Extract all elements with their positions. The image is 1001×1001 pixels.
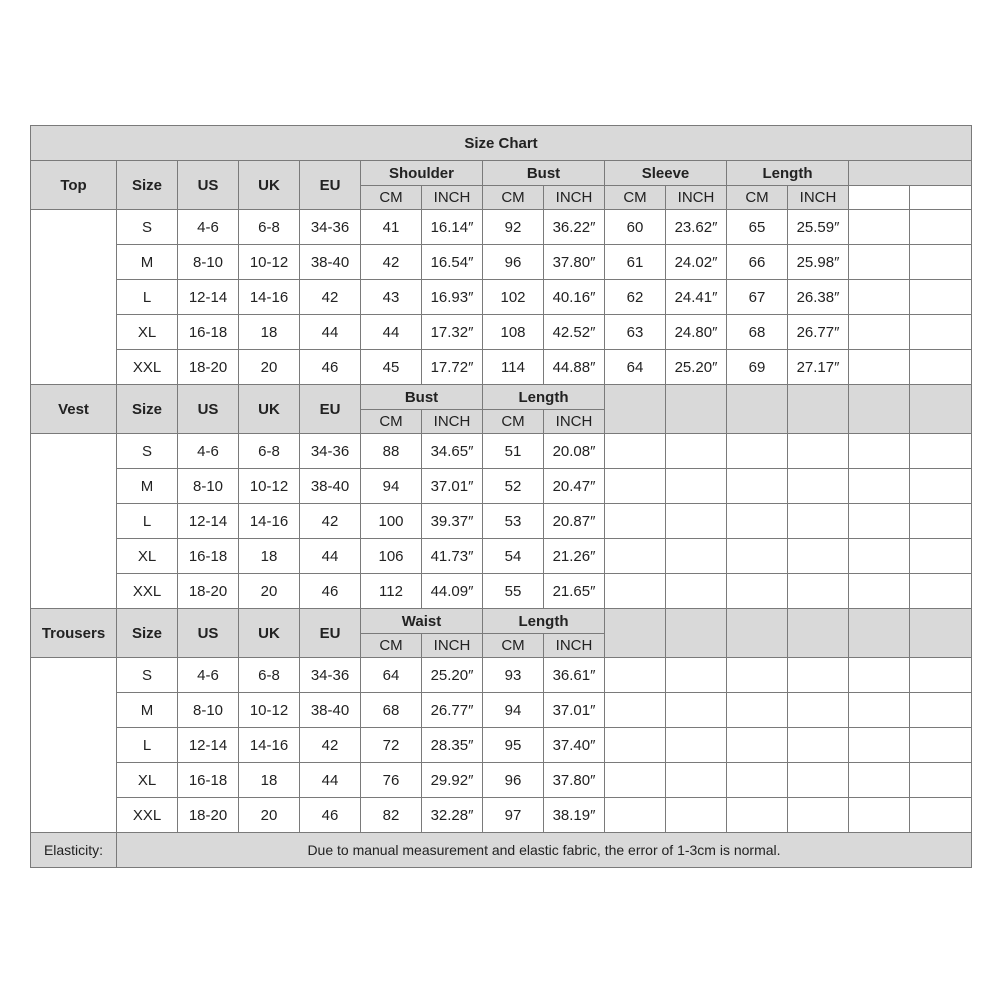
empty-cell — [848, 279, 910, 315]
empty-cell — [787, 538, 849, 574]
empty-cell — [909, 314, 972, 350]
elasticity-note: Due to manual measurement and elastic fabric, the error of 1-3cm is normal. — [116, 832, 972, 868]
value-cell: 46 — [299, 349, 361, 385]
empty-cell — [604, 468, 666, 504]
value-cell: 25.59″ — [787, 209, 849, 245]
unit-header: CM — [482, 185, 544, 210]
section-label: Vest — [30, 384, 117, 434]
value-cell: 62 — [604, 279, 666, 315]
value-cell: 38.19″ — [543, 797, 605, 833]
value-cell: 20.08″ — [543, 433, 605, 469]
unit-header: CM — [604, 185, 666, 210]
value-cell: 12-14 — [177, 503, 239, 539]
column-header: US — [177, 608, 239, 658]
measurement-group-header: Bust — [482, 160, 605, 186]
unit-header: INCH — [543, 409, 605, 434]
empty-cell — [848, 797, 910, 833]
empty-cell — [604, 727, 666, 763]
value-cell: 108 — [482, 314, 544, 350]
value-cell: 37.80″ — [543, 244, 605, 280]
empty-header-cell — [909, 608, 972, 658]
value-cell: 44 — [299, 538, 361, 574]
empty-cell — [909, 538, 972, 574]
value-cell: 61 — [604, 244, 666, 280]
empty-cell — [604, 762, 666, 798]
column-header: UK — [238, 384, 300, 434]
value-cell: 100 — [360, 503, 422, 539]
empty-cell — [665, 468, 727, 504]
size-cell: M — [116, 468, 178, 504]
size-cell: M — [116, 244, 178, 280]
size-cell: M — [116, 692, 178, 728]
value-cell: 65 — [726, 209, 788, 245]
value-cell: 92 — [482, 209, 544, 245]
value-cell: 24.41″ — [665, 279, 727, 315]
value-cell: 93 — [482, 657, 544, 693]
value-cell: 106 — [360, 538, 422, 574]
value-cell: 38-40 — [299, 692, 361, 728]
empty-header-cell — [848, 608, 910, 658]
column-header: Size — [116, 160, 178, 210]
value-cell: 45 — [360, 349, 422, 385]
empty-header-cell — [848, 185, 910, 210]
column-header: Size — [116, 384, 178, 434]
value-cell: 96 — [482, 762, 544, 798]
unit-header: CM — [360, 633, 422, 658]
value-cell: 26.77″ — [421, 692, 483, 728]
empty-cell — [848, 762, 910, 798]
value-cell: 44 — [299, 762, 361, 798]
value-cell: 42 — [299, 279, 361, 315]
value-cell: 38-40 — [299, 468, 361, 504]
value-cell: 46 — [299, 573, 361, 609]
unit-header: CM — [360, 185, 422, 210]
empty-cell — [604, 503, 666, 539]
unit-header: CM — [482, 409, 544, 434]
value-cell: 29.92″ — [421, 762, 483, 798]
value-cell: 6-8 — [238, 657, 300, 693]
value-cell: 28.35″ — [421, 727, 483, 763]
empty-cell — [665, 503, 727, 539]
empty-cell — [726, 503, 788, 539]
value-cell: 25.98″ — [787, 244, 849, 280]
value-cell: 44 — [360, 314, 422, 350]
empty-cell — [665, 797, 727, 833]
empty-cell — [665, 433, 727, 469]
empty-cell — [726, 573, 788, 609]
value-cell: 96 — [482, 244, 544, 280]
value-cell: 18-20 — [177, 573, 239, 609]
empty-cell — [604, 657, 666, 693]
empty-cell — [909, 573, 972, 609]
empty-cell — [848, 503, 910, 539]
column-header: US — [177, 384, 239, 434]
value-cell: 36.22″ — [543, 209, 605, 245]
value-cell: 55 — [482, 573, 544, 609]
empty-cell — [665, 573, 727, 609]
value-cell: 44.09″ — [421, 573, 483, 609]
empty-cell — [787, 762, 849, 798]
empty-cell — [909, 657, 972, 693]
value-cell: 10-12 — [238, 244, 300, 280]
value-cell: 8-10 — [177, 468, 239, 504]
value-cell: 94 — [360, 468, 422, 504]
unit-header: INCH — [543, 185, 605, 210]
value-cell: 67 — [726, 279, 788, 315]
value-cell: 76 — [360, 762, 422, 798]
column-header: EU — [299, 384, 361, 434]
value-cell: 26.77″ — [787, 314, 849, 350]
value-cell: 20.47″ — [543, 468, 605, 504]
value-cell: 24.80″ — [665, 314, 727, 350]
column-header: UK — [238, 608, 300, 658]
value-cell: 20 — [238, 349, 300, 385]
empty-cell — [848, 244, 910, 280]
value-cell: 64 — [360, 657, 422, 693]
column-header: US — [177, 160, 239, 210]
value-cell: 4-6 — [177, 209, 239, 245]
value-cell: 34-36 — [299, 657, 361, 693]
empty-cell — [848, 314, 910, 350]
size-cell: XXL — [116, 797, 178, 833]
empty-cell — [726, 692, 788, 728]
empty-header-cell — [604, 384, 666, 434]
value-cell: 54 — [482, 538, 544, 574]
value-cell: 34-36 — [299, 433, 361, 469]
size-cell: S — [116, 433, 178, 469]
size-cell: XL — [116, 762, 178, 798]
unit-header: CM — [360, 409, 422, 434]
empty-cell — [665, 657, 727, 693]
value-cell: 46 — [299, 797, 361, 833]
empty-cell — [787, 797, 849, 833]
empty-cell — [726, 433, 788, 469]
value-cell: 27.17″ — [787, 349, 849, 385]
value-cell: 66 — [726, 244, 788, 280]
value-cell: 6-8 — [238, 209, 300, 245]
size-cell: L — [116, 727, 178, 763]
column-header: EU — [299, 608, 361, 658]
empty-cell — [848, 468, 910, 504]
empty-cell — [909, 244, 972, 280]
empty-cell — [604, 797, 666, 833]
value-cell: 53 — [482, 503, 544, 539]
empty-cell — [909, 727, 972, 763]
size-cell: S — [116, 209, 178, 245]
empty-cell — [909, 433, 972, 469]
empty-header-cell — [726, 608, 788, 658]
value-cell: 25.20″ — [665, 349, 727, 385]
value-cell: 26.38″ — [787, 279, 849, 315]
value-cell: 16-18 — [177, 762, 239, 798]
value-cell: 114 — [482, 349, 544, 385]
empty-header-cell — [787, 608, 849, 658]
value-cell: 12-14 — [177, 279, 239, 315]
value-cell: 8-10 — [177, 244, 239, 280]
value-cell: 41 — [360, 209, 422, 245]
empty-header-cell — [909, 384, 972, 434]
empty-cell — [848, 209, 910, 245]
value-cell: 42 — [360, 244, 422, 280]
value-cell: 37.01″ — [421, 468, 483, 504]
unit-header: INCH — [421, 409, 483, 434]
value-cell: 16.14″ — [421, 209, 483, 245]
empty-cell — [848, 349, 910, 385]
value-cell: 37.40″ — [543, 727, 605, 763]
empty-cell — [787, 727, 849, 763]
empty-cell — [787, 468, 849, 504]
empty-header-cell — [665, 384, 727, 434]
value-cell: 69 — [726, 349, 788, 385]
empty-cell — [787, 692, 849, 728]
value-cell: 20 — [238, 573, 300, 609]
empty-cell — [787, 573, 849, 609]
value-cell: 37.01″ — [543, 692, 605, 728]
value-cell: 40.16″ — [543, 279, 605, 315]
value-cell: 16-18 — [177, 538, 239, 574]
value-cell: 20.87″ — [543, 503, 605, 539]
value-cell: 102 — [482, 279, 544, 315]
value-cell: 82 — [360, 797, 422, 833]
empty-cell — [665, 692, 727, 728]
value-cell: 63 — [604, 314, 666, 350]
value-cell: 18 — [238, 762, 300, 798]
empty-cell — [787, 433, 849, 469]
chart-title: Size Chart — [30, 125, 972, 161]
unit-header: INCH — [543, 633, 605, 658]
value-cell: 24.02″ — [665, 244, 727, 280]
value-cell: 6-8 — [238, 433, 300, 469]
value-cell: 34.65″ — [421, 433, 483, 469]
empty-cell — [909, 762, 972, 798]
measurement-group-header: Waist — [360, 608, 483, 634]
empty-header-cell — [909, 185, 972, 210]
value-cell: 36.61″ — [543, 657, 605, 693]
section-blank-cell — [30, 657, 117, 833]
value-cell: 18-20 — [177, 797, 239, 833]
empty-header-cell — [726, 384, 788, 434]
empty-cell — [726, 657, 788, 693]
measurement-group-header: Length — [482, 384, 605, 410]
empty-header-cell — [848, 160, 972, 186]
value-cell: 14-16 — [238, 727, 300, 763]
value-cell: 25.20″ — [421, 657, 483, 693]
empty-cell — [604, 538, 666, 574]
empty-cell — [787, 503, 849, 539]
value-cell: 44 — [299, 314, 361, 350]
empty-cell — [909, 349, 972, 385]
section-label: Top — [30, 160, 117, 210]
empty-cell — [848, 657, 910, 693]
value-cell: 8-10 — [177, 692, 239, 728]
value-cell: 32.28″ — [421, 797, 483, 833]
value-cell: 10-12 — [238, 692, 300, 728]
empty-cell — [665, 762, 727, 798]
value-cell: 97 — [482, 797, 544, 833]
value-cell: 4-6 — [177, 433, 239, 469]
value-cell: 112 — [360, 573, 422, 609]
empty-header-cell — [787, 384, 849, 434]
empty-cell — [726, 762, 788, 798]
unit-header: INCH — [421, 185, 483, 210]
value-cell: 41.73″ — [421, 538, 483, 574]
value-cell: 16.54″ — [421, 244, 483, 280]
value-cell: 21.65″ — [543, 573, 605, 609]
value-cell: 37.80″ — [543, 762, 605, 798]
size-cell: XXL — [116, 349, 178, 385]
value-cell: 16.93″ — [421, 279, 483, 315]
empty-cell — [604, 692, 666, 728]
empty-header-cell — [665, 608, 727, 658]
size-cell: XXL — [116, 573, 178, 609]
empty-header-cell — [848, 384, 910, 434]
value-cell: 10-12 — [238, 468, 300, 504]
measurement-group-header: Length — [482, 608, 605, 634]
empty-cell — [848, 433, 910, 469]
value-cell: 17.72″ — [421, 349, 483, 385]
value-cell: 51 — [482, 433, 544, 469]
value-cell: 43 — [360, 279, 422, 315]
value-cell: 42 — [299, 503, 361, 539]
value-cell: 12-14 — [177, 727, 239, 763]
value-cell: 21.26″ — [543, 538, 605, 574]
unit-header: CM — [482, 633, 544, 658]
size-cell: XL — [116, 538, 178, 574]
empty-cell — [726, 727, 788, 763]
column-header: UK — [238, 160, 300, 210]
value-cell: 52 — [482, 468, 544, 504]
empty-cell — [909, 797, 972, 833]
column-header: EU — [299, 160, 361, 210]
value-cell: 72 — [360, 727, 422, 763]
empty-cell — [848, 692, 910, 728]
value-cell: 88 — [360, 433, 422, 469]
measurement-group-header: Length — [726, 160, 849, 186]
unit-header: INCH — [665, 185, 727, 210]
empty-cell — [848, 538, 910, 574]
size-cell: L — [116, 503, 178, 539]
section-blank-cell — [30, 209, 117, 385]
value-cell: 16-18 — [177, 314, 239, 350]
value-cell: 44.88″ — [543, 349, 605, 385]
empty-cell — [726, 468, 788, 504]
elasticity-label: Elasticity: — [30, 832, 117, 868]
empty-cell — [726, 797, 788, 833]
empty-cell — [665, 538, 727, 574]
unit-header: INCH — [787, 185, 849, 210]
value-cell: 23.62″ — [665, 209, 727, 245]
measurement-group-header: Shoulder — [360, 160, 483, 186]
value-cell: 42.52″ — [543, 314, 605, 350]
size-cell: L — [116, 279, 178, 315]
empty-cell — [909, 468, 972, 504]
value-cell: 64 — [604, 349, 666, 385]
empty-cell — [909, 209, 972, 245]
size-cell: S — [116, 657, 178, 693]
unit-header: CM — [726, 185, 788, 210]
measurement-group-header: Bust — [360, 384, 483, 410]
empty-header-cell — [604, 608, 666, 658]
empty-cell — [848, 727, 910, 763]
value-cell: 34-36 — [299, 209, 361, 245]
empty-cell — [909, 279, 972, 315]
empty-cell — [787, 657, 849, 693]
value-cell: 20 — [238, 797, 300, 833]
value-cell: 38-40 — [299, 244, 361, 280]
value-cell: 14-16 — [238, 503, 300, 539]
empty-cell — [665, 727, 727, 763]
value-cell: 4-6 — [177, 657, 239, 693]
value-cell: 18-20 — [177, 349, 239, 385]
value-cell: 18 — [238, 538, 300, 574]
empty-cell — [604, 433, 666, 469]
measurement-group-header: Sleeve — [604, 160, 727, 186]
value-cell: 17.32″ — [421, 314, 483, 350]
value-cell: 14-16 — [238, 279, 300, 315]
unit-header: INCH — [421, 633, 483, 658]
value-cell: 68 — [726, 314, 788, 350]
value-cell: 95 — [482, 727, 544, 763]
size-chart-table — [30, 125, 971, 876]
size-cell: XL — [116, 314, 178, 350]
section-blank-cell — [30, 433, 117, 609]
empty-cell — [909, 503, 972, 539]
value-cell: 68 — [360, 692, 422, 728]
empty-cell — [604, 573, 666, 609]
empty-cell — [848, 573, 910, 609]
value-cell: 39.37″ — [421, 503, 483, 539]
column-header: Size — [116, 608, 178, 658]
value-cell: 18 — [238, 314, 300, 350]
value-cell: 60 — [604, 209, 666, 245]
empty-cell — [726, 538, 788, 574]
value-cell: 42 — [299, 727, 361, 763]
empty-cell — [909, 692, 972, 728]
section-label: Trousers — [30, 608, 117, 658]
value-cell: 94 — [482, 692, 544, 728]
